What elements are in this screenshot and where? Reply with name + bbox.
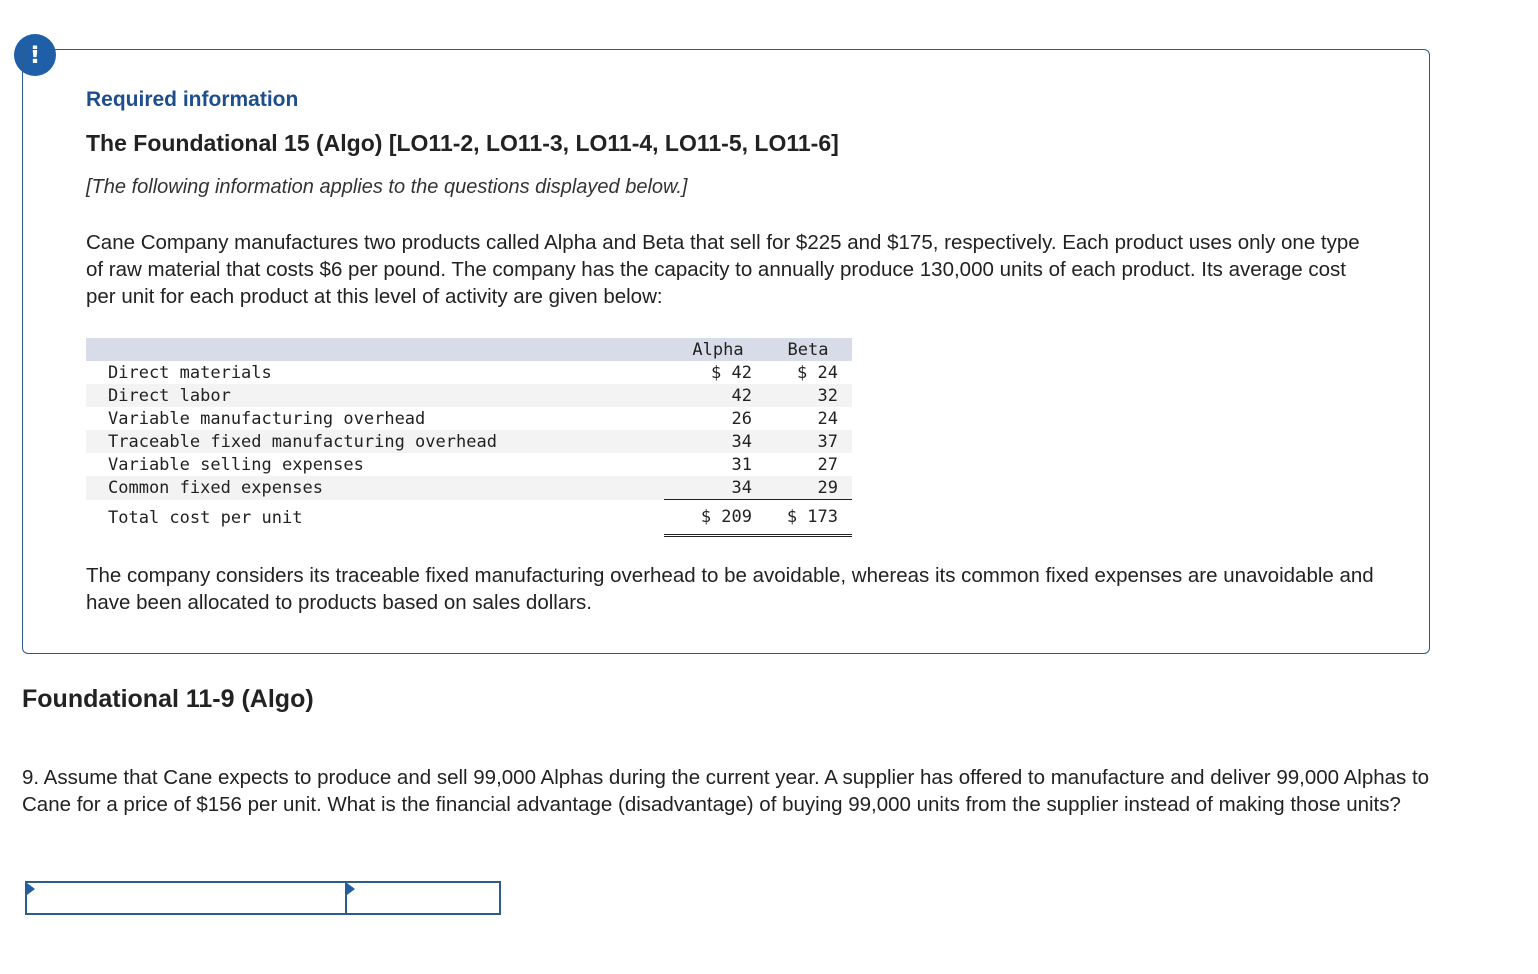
- question-section-title: Foundational 11-9 (Algo): [22, 685, 314, 713]
- table-row: [86, 453, 852, 476]
- row-label: Variable selling expenses: [108, 454, 364, 475]
- answer-label-cell[interactable]: [25, 881, 347, 915]
- row-beta-value: 27: [817, 454, 838, 475]
- closing-paragraph: The company considers its traceable fixed manufacturing overhead to be avoidable, whereas its common fixed expenses are unavoidable and have been allocated to products based on sales dollars.: [86, 564, 1374, 614]
- row-beta-value: 29: [758, 476, 852, 500]
- table-row: [86, 430, 852, 453]
- row-alpha-value: 31: [731, 454, 752, 475]
- header-label-cell: [86, 338, 664, 361]
- header-beta: Beta: [787, 339, 829, 360]
- intro-paragraph: Cane Company manufactures two products called Alpha and Beta that sell for $225 and $175, respectively. Each product uses only one type of raw material that costs $6 per pound. The company has the capacity to annually produce 130,000 units of each product. Its average cost per unit for each product at this level of activity are given below:: [86, 231, 1360, 308]
- table-header-row: [86, 338, 852, 361]
- answer-amount-cell[interactable]: [347, 881, 501, 915]
- total-alpha-value: $ 209: [664, 500, 758, 536]
- table-row: [86, 384, 852, 407]
- answer-amount-input[interactable]: [347, 883, 499, 913]
- dropdown-marker-icon: [347, 883, 355, 895]
- row-alpha-value: $ 42: [711, 362, 752, 383]
- row-label: Variable manufacturing overhead: [108, 408, 426, 429]
- question-text: 9. Assume that Cane expects to produce and sell 99,000 Alphas during the current year. A supplier has offered to manufacture and deliver 99,000 Alphas to Cane for a price of $156 per unit. What is the financial advantage (disadvantage) of buying 99,000 units from the supplier instead of making those units?: [22, 766, 1430, 816]
- row-alpha-value: 42: [731, 385, 752, 406]
- row-alpha-value: 26: [731, 408, 752, 429]
- table-row: [86, 361, 852, 384]
- row-label: Direct materials: [108, 362, 272, 383]
- cost-per-unit-table: [86, 338, 852, 537]
- answer-label-input[interactable]: [27, 883, 345, 913]
- required-information-panel: [22, 49, 1430, 654]
- total-beta-value: $ 173: [758, 500, 852, 536]
- row-beta-value: 37: [817, 431, 838, 452]
- dropdown-marker-icon: [27, 883, 35, 895]
- table-total-row: [86, 500, 852, 536]
- exclamation-icon: !: [14, 34, 56, 76]
- total-label: Total cost per unit: [86, 500, 664, 536]
- row-label: Common fixed expenses: [108, 477, 323, 498]
- header-alpha: Alpha: [692, 339, 744, 360]
- applies-note: [The following information applies to the questions displayed below.]: [86, 176, 688, 198]
- table-row: [86, 476, 852, 500]
- row-beta-value: 24: [817, 408, 838, 429]
- row-beta-value: $ 24: [797, 362, 838, 383]
- row-alpha-value: 34: [664, 476, 758, 500]
- answer-row: [25, 881, 501, 915]
- problem-title: The Foundational 15 (Algo) [LO11-2, LO11-3, LO11-4, LO11-5, LO11-6]: [86, 130, 839, 156]
- required-information-heading: Required information: [86, 88, 299, 111]
- table-row: [86, 407, 852, 430]
- row-label: Direct labor: [108, 385, 231, 406]
- row-label: Traceable fixed manufacturing overhead: [108, 431, 497, 452]
- row-alpha-value: 34: [731, 431, 752, 452]
- row-beta-value: 32: [817, 385, 838, 406]
